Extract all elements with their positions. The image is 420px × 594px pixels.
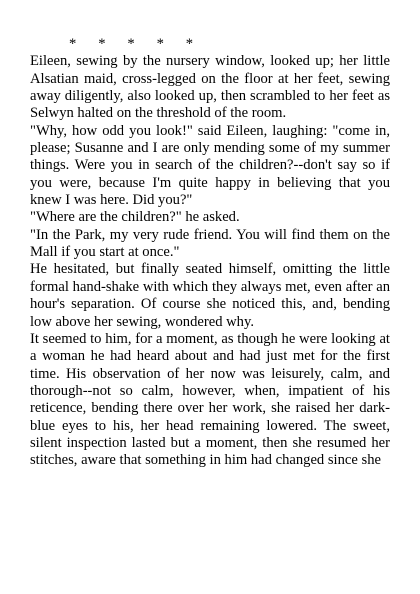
paragraph-selwyn-question: "Where are the children?" he asked. [30, 209, 240, 226]
section-separator: * * * * * [69, 36, 194, 52]
paragraph-selwyn-hesitates: He hesitated, but finally seated himself, omitting the little formal hand-shake with which they always met, even after an hour's separation. Of course she noticed this, and, bending low above her sewing, wondered why. [30, 261, 390, 330]
paragraph-eileen-sewing: Eileen, sewing by the nursery window, looked up; her little Alsatian maid, cross-legged on the floor at her feet, sewing away diligently, also looked up, then scrambled to her feet as Selwyn halted on the threshold of the room. [30, 53, 390, 122]
paragraph-eileen-greeting: "Why, how odd you look!" said Eileen, laughing: "come in, please; Susanne and I are only mending some of my summer things. Were you in search of the children?--don't say so if you were, because I'm quite happy in believing that you knew I was here. Did you?" [30, 122, 390, 209]
paragraph-observation: It seemed to him, for a moment, as though he were looking at a woman he had heard about and had just met for the first time. His observation of her now was leisurely, calm, and thorough--not so calm, however, when, impatient of his reticence, bending there over her work, she raised her dark-blue eyes to his, her head remaining lowered. The sweet, silent inspection lasted but a moment, then she resumed her stitches, aware that something in him had changed since she [30, 330, 390, 469]
paragraph-eileen-answer: "In the Park, my very rude friend. You will find them on the Mall if you start at once." [30, 226, 390, 261]
book-page [30, 36, 390, 470]
